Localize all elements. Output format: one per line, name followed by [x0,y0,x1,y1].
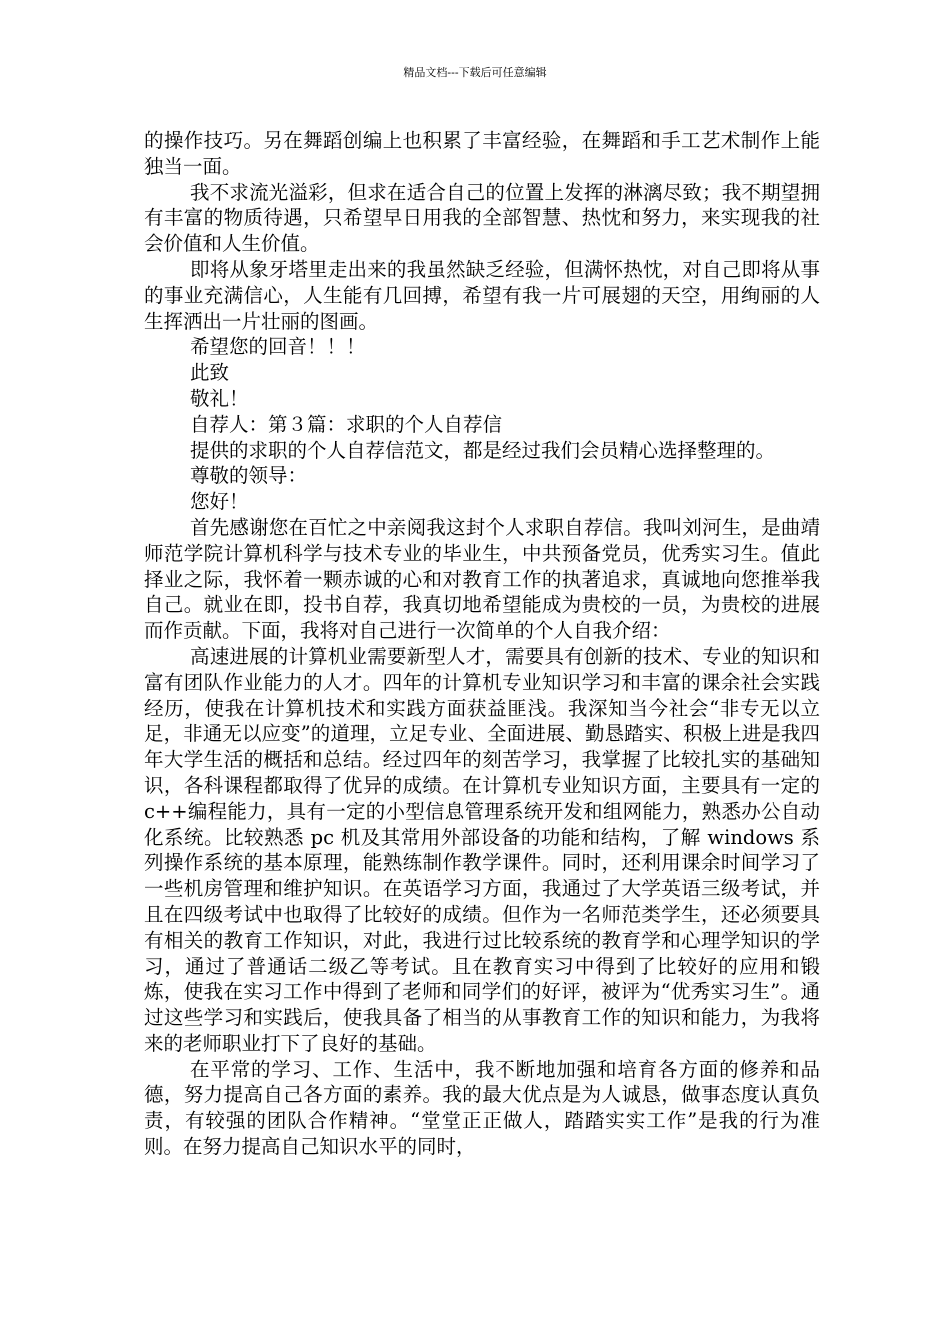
paragraph-3: 即将从象牙塔里走出来的我虽然缺乏经验，但满怀热忱，对自己即将从事的事业充满信心，人生能有几回搏，希望有我一片可展翅的天空，用绚丽的人生挥洒出一片壮丽的图画。 [144,257,820,333]
document-body [144,128,820,1160]
paragraph-13: 在平常的学习、工作、生活中，我不断地加强和培育各方面的修养和品德，努力提高自己各方面的素养。我的最大优点是为人诚恳，做事态度认真负责，有较强的团队合作精神。“堂堂正正做人，踏踏实实工作”是我的行为准则。在努力提高自己知识水平的同时， [144,1057,820,1159]
paragraph-11: 首先感谢您在百忙之中亲阅我这封个人求职自荐信。我叫刘河生，是曲靖师范学院计算机科学与技术专业的毕业生，中共预备党员，优秀实习生。值此择业之际，我怀着一颗赤诚的心和对教育工作的执著追求，真诚地向您推举我自己。就业在即，投书自荐，我真切地希望能成为贵校的一员，为贵校的进展而作贡献。下面，我将对自己进行一次简单的个人自我介绍： [144,515,820,643]
paragraph-6: 敬礼！ [190,386,249,410]
paragraph-1: 的操作技巧。另在舞蹈创编上也积累了丰富经验，在舞蹈和手工艺术制作上能独当一面。 [144,129,820,178]
paragraph-5: 此致 [190,361,230,385]
paragraph-7: 自荐人：第３篇：求职的个人自荐信 [190,412,503,436]
paragraph-8: 提供的求职的个人自荐信范文，都是经过我们会员精心选择整理的。 [190,438,776,462]
page-header: 精品文档---下载后可任意编辑 [403,66,547,79]
paragraph-12: 高速进展的计算机业需要新型人才，需要具有创新的技术、专业的知识和富有团队作业能力的人才。四年的计算机专业知识学习和丰富的课余社会实践经历，使我在计算机技术和实践方面获益匪浅。我深知当今社会“非专无以立足，非通无以应变”的道理，立足专业、全面进展、勤恳踏实、积极上进是我四年大学生活的概括和总结。经过四年的刻苦学习，我掌握了比较扎实的基础知识，各科课程都取得了优异的成绩。在计算机专业知识方面，主要具有一定的 c++编程能力，具有一定的小型信息管理系统开发和组网能力，熟悉办公自动化系统。比较熟悉 pc 机及其常用外部设备的功能和结构，了解 windows 系列操作系统的基本原理，能熟练制作教学课件。同时，还利用课余时间学习了一些机房管理和维护知识。在英语学习方面，我通过了大学英语三级考试，并且在四级考试中也取得了比较好的成绩。但作为一名师范类学生，还必须要具有相关的教育工作知识，对此，我进行过比较系统的教育学和心理学知识的学习，通过了普通话二级乙等考试。且在教育实习中得到了比较好的应用和锻炼，使我在实习工作中得到了老师和同学们的好评，被评为“优秀实习生”。通过这些学习和实践后，使我具备了相当的从事教育工作的知识和能力，为我将来的老师职业打下了良好的基础。 [144,644,820,1055]
paragraph-4: 希望您的回音！！！ [190,335,366,359]
paragraph-9: 尊敬的领导： [190,464,308,488]
paragraph-2: 我不求流光溢彩，但求在适合自己的位置上发挥的淋漓尽致；我不期望拥有丰富的物质待遇，只希望早日用我的全部智慧、热忱和努力，来实现我的社会价值和人生价值。 [144,180,820,256]
paragraph-10: 您好！ [190,490,249,514]
